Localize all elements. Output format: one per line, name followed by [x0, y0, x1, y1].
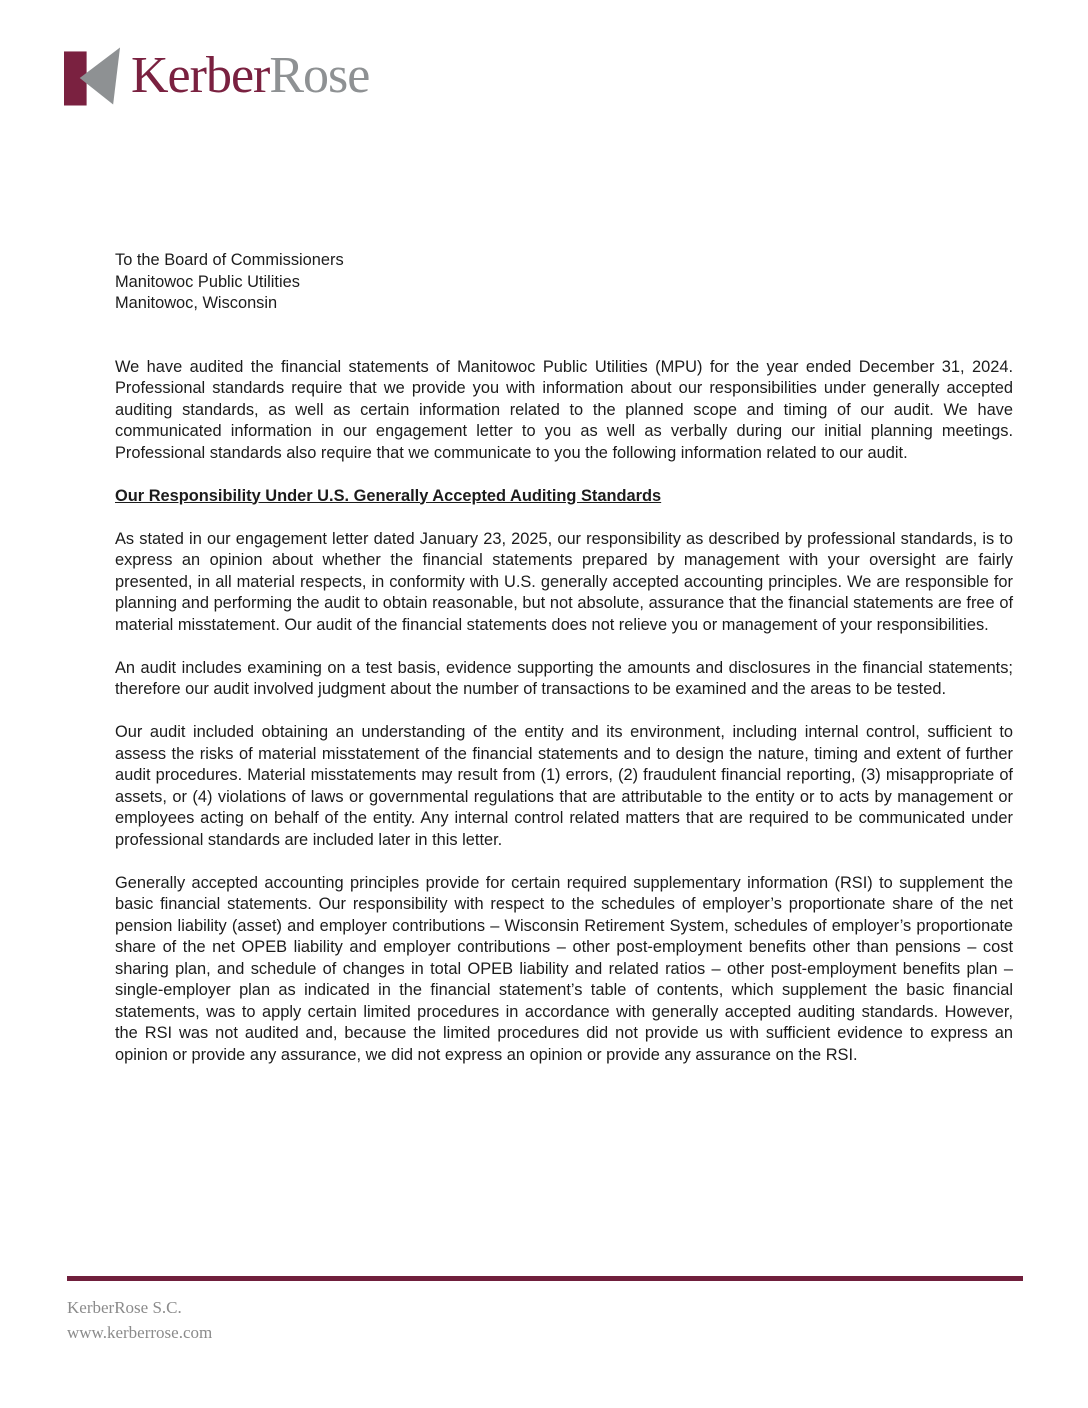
wordmark-rose: Rose [269, 47, 370, 104]
kerberrose-logo-icon [64, 47, 121, 107]
letter-footer [67, 1276, 1023, 1345]
kerberrose-wordmark [131, 47, 370, 104]
recipient-address-block [115, 250, 1013, 315]
letter-body [115, 250, 1013, 1088]
recipient-line-2: Manitowoc Public Utilities [115, 272, 300, 291]
footer-divider-rule [67, 1276, 1023, 1281]
paragraph-rsi: Generally accepted accounting principles provide for certain required supplementary information (RSI) to supplement the basic financial statements. Our responsibility with respect to the schedules of employer’s proportionate share of the net pension liability (asset) and employer contributions – Wisconsin Retirement System, schedules of employer’s proportionate share of the net OPEB liability and employer contributions – other post-employment benefits other than pensions – cost sharing plan, and schedule of changes in total OPEB liability and related ratios – other post-employment benefits plan – single-employer plan as indicated in the financial statement’s table of contents, which supplement the basic financial statements, was to apply certain limited procedures in accordance with generally accepted auditing standards. However, the RSI was not audited and, because the limited procedures did not provide us with sufficient evidence to express an opinion or provide any assurance, we did not express an opinion or provide any assurance on the RSI. [115, 873, 1013, 1064]
footer-company-name: KerberRose S.C. [67, 1298, 182, 1317]
footer-website: www.kerberrose.com [67, 1323, 213, 1342]
section-heading-responsibility: Our Responsibility Under U.S. Generally Accepted Auditing Standards [115, 486, 662, 505]
recipient-line-1: To the Board of Commissioners [115, 251, 344, 269]
wordmark-kerber: Kerber [131, 47, 270, 104]
paragraph-engagement-letter: As stated in our engagement letter dated January 23, 2025, our responsibility as described by professional standards, is to express an opinion about whether the financial statements prepared by management with your oversight are fairly presented, in all material respects, in conformity with U.S. generally accepted accounting principles. We are responsible for planning and performing the audit to obtain reasonable, but not absolute, assurance that the financial statements are free of material misstatement. Our audit of the financial statements does not relieve you or management of your responsibilities. [115, 529, 1013, 634]
paragraph-audit-test-basis: An audit includes examining on a test basis, evidence supporting the amounts and disclosures in the financial statements; therefore our audit involved judgment about the number of transactions to be examined and the areas to be tested. [115, 658, 1013, 698]
paragraph-internal-control: Our audit included obtaining an understanding of the entity and its environment, including internal control, sufficient to assess the risks of material misstatement of the financial statements and to design the nature, timing and extent of further audit procedures. Material misstatements may result from (1) errors, (2) fraudulent financial reporting, (3) misappropriate of assets, or (4) violations of laws or governmental regulations that are attributable to the entity or to acts by management or employees acting on behalf of the entity. Any internal control related matters that are required to be communicated under professional standards are included later in this letter. [115, 723, 1013, 849]
paragraph-intro: We have audited the financial statements of Manitowoc Public Utilities (MPU) for the year ended December 31, 2024. Professional standards require that we provide you with information about our responsibilities under generally accepted auditing standards, as well as certain information related to the planned scope and timing of our audit. We have communicated information in our engagement letter to you as well as verbally during our initial planning meetings. Professional standards also require that we communicate to you the following information related to our audit. [115, 357, 1013, 462]
recipient-line-3: Manitowoc, Wisconsin [115, 294, 278, 312]
kerberrose-logo [64, 46, 369, 106]
